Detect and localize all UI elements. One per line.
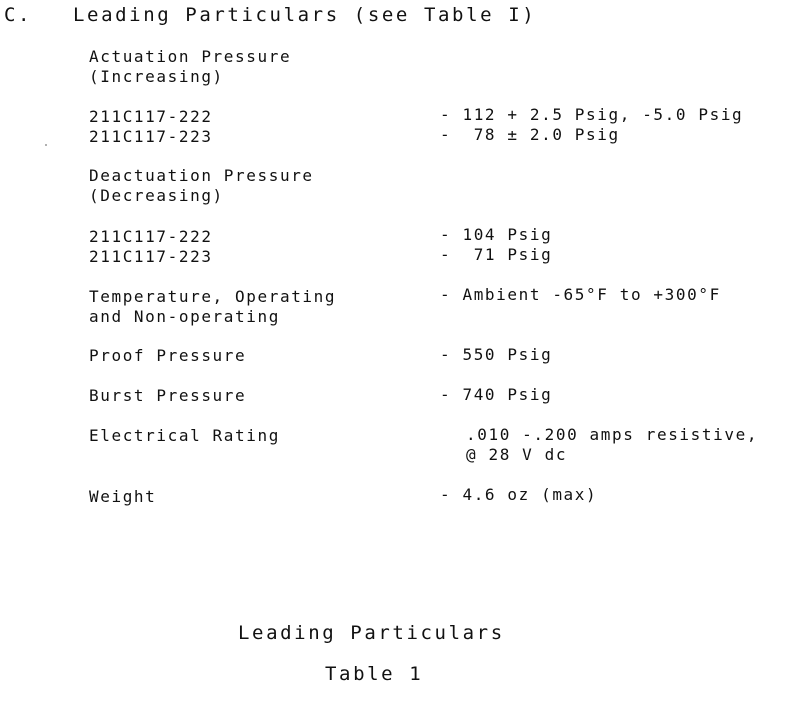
caption-table: Table 1	[325, 663, 424, 685]
electrical-value-1: .010 -.200 amps resistive,	[466, 425, 759, 444]
electrical-label: Electrical Rating	[89, 426, 280, 445]
proof-value: - 550 Psig	[440, 345, 553, 364]
deactuation-row-1-part: 211C117-222	[89, 227, 213, 246]
proof-label: Proof Pressure	[89, 346, 247, 365]
section-title: Leading Particulars (see Table I)	[73, 4, 537, 26]
actuation-row-1-value: - 112 + 2.5 Psig, -5.0 Psig	[440, 105, 744, 124]
actuation-label-1: Actuation Pressure	[89, 47, 292, 66]
scan-speck	[45, 144, 47, 146]
electrical-value-2: @ 28 V dc	[466, 445, 568, 464]
temperature-value: - Ambient -65°F to +300°F	[440, 285, 721, 304]
deactuation-row-2-value: - 71 Psig	[440, 245, 553, 264]
deactuation-row-2-part: 211C117-223	[89, 247, 213, 266]
actuation-row-1-part: 211C117-222	[89, 107, 213, 126]
deactuation-label-1: Deactuation Pressure	[89, 166, 314, 185]
burst-value: - 740 Psig	[440, 385, 553, 404]
temperature-label-1: Temperature, Operating	[89, 287, 337, 306]
deactuation-row-1-value: - 104 Psig	[440, 225, 553, 244]
actuation-row-2-value: - 78 ± 2.0 Psig	[440, 125, 620, 144]
actuation-row-2-part: 211C117-223	[89, 127, 213, 146]
caption-title: Leading Particulars	[238, 622, 505, 644]
burst-label: Burst Pressure	[89, 386, 247, 405]
section-letter: C.	[4, 4, 33, 26]
weight-value: - 4.6 oz (max)	[440, 485, 598, 504]
temperature-label-2: and Non-operating	[89, 307, 280, 326]
weight-label: Weight	[89, 487, 157, 506]
deactuation-label-2: (Decreasing)	[89, 186, 224, 205]
actuation-label-2: (Increasing)	[89, 67, 224, 86]
